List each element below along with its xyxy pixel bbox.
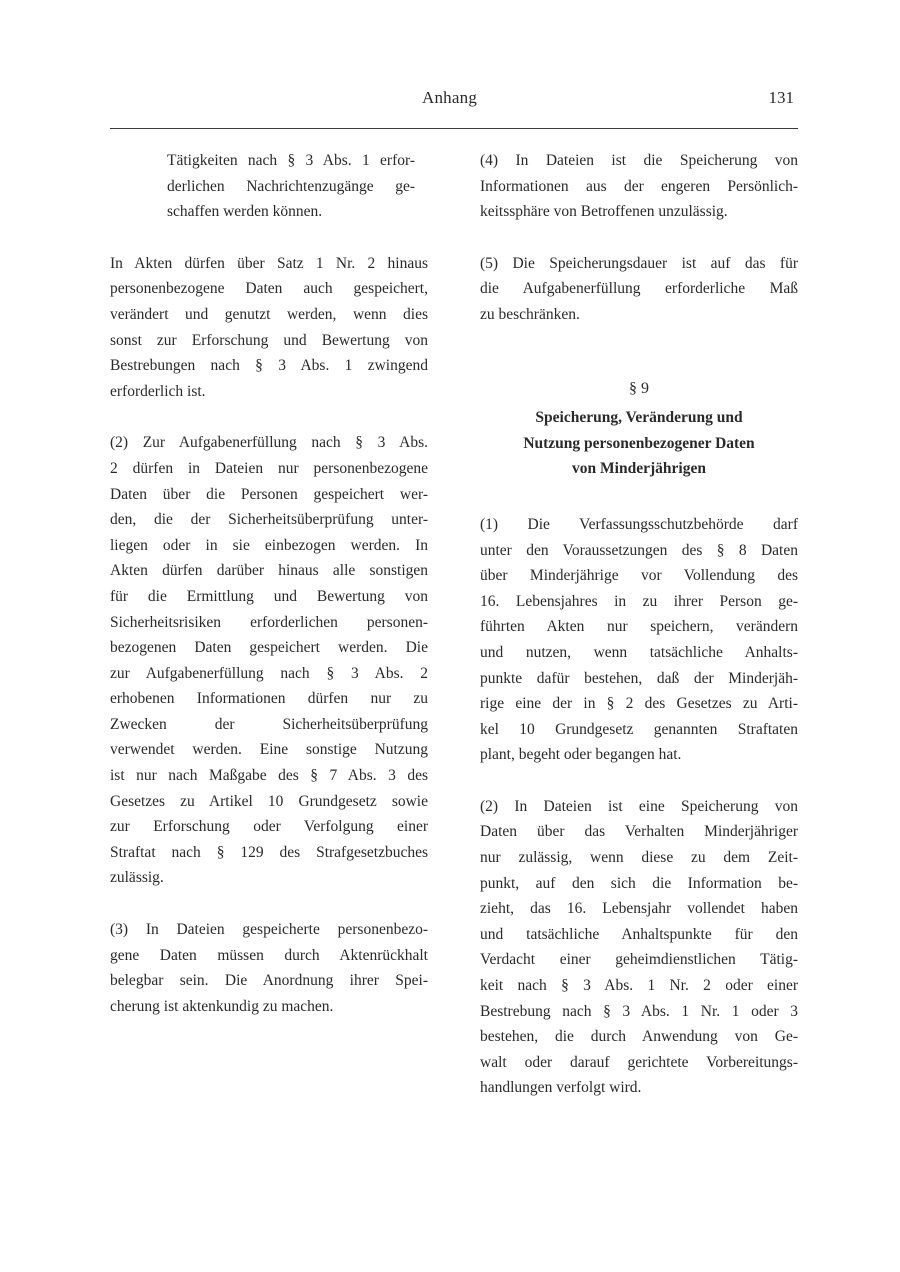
text-line: Daten über die Personen gespeichert wer- — [110, 485, 428, 503]
text-line: punkte dafür bestehen, daß der Minderjäh- — [480, 669, 798, 687]
section-title-line: Speicherung, Veränderung und — [535, 409, 743, 427]
text-line: Sicherheitsrisiken erforderlichen personen- — [110, 613, 428, 631]
section-number: § 9 — [629, 379, 649, 397]
paragraph-akten — [110, 251, 428, 405]
text-line: Bestrebungen nach § 3 Abs. 1 zwingend — [110, 357, 428, 375]
text-line: zu beschränken. — [480, 305, 580, 323]
text-line: handlungen verfolgt wird. — [480, 1079, 642, 1097]
paragraph-2 — [110, 430, 428, 891]
section-title-line: Nutzung personenbezogener Daten — [523, 434, 755, 452]
text-line: unter den Voraussetzungen des § 8 Daten — [480, 541, 798, 559]
text-line: sonst zur Erforschung und Bewertung von — [110, 331, 428, 349]
header-rule — [110, 128, 798, 129]
text-line: Bestrebung nach § 3 Abs. 1 Nr. 1 oder 3 — [480, 1002, 798, 1020]
text-line: verändert und genutzt werden, wenn dies — [110, 305, 428, 323]
paragraph-4 — [480, 148, 798, 225]
text-line: ist nur nach Maßgabe des § 7 Abs. 3 des — [110, 767, 428, 785]
text-line: keitssphäre von Betroffenen unzulässig. — [480, 203, 728, 221]
text-line: zulässig. — [110, 869, 164, 887]
text-line: (2) Zur Aufgabenerfüllung nach § 3 Abs. — [110, 434, 428, 452]
text-line: nur zulässig, wenn diese zu dem Zeit- — [480, 849, 798, 867]
text-line: (1) Die Verfassungsschutzbehörde darf — [480, 515, 798, 533]
text-line: und tatsächliche Anhaltspunkte für den — [480, 925, 798, 943]
text-line: personenbezogene Daten auch gespeichert, — [110, 280, 428, 298]
text-line: plant, begeht oder begangen hat. — [480, 746, 682, 764]
text-line: Informationen aus der engeren Persönlich- — [480, 177, 798, 195]
text-line: Verdacht einer geheimdienstlichen Tätig- — [480, 951, 798, 969]
text-line: derlichen Nachrichtenzugänge ge- — [167, 177, 415, 195]
text-line: Tätigkeiten nach § 3 Abs. 1 erfor- — [167, 152, 415, 169]
right-column — [480, 148, 798, 1101]
text-line: walt oder darauf gerichtete Vorbereitungs- — [480, 1053, 798, 1071]
paragraph-9-2 — [480, 794, 798, 1101]
text-line: den, die der Sicherheitsüberprüfung unter- — [110, 511, 428, 529]
text-line: erforderlich ist. — [110, 382, 206, 400]
text-line: gene Daten müssen durch Aktenrückhalt — [110, 946, 428, 964]
paragraph-5 — [480, 251, 798, 328]
text-line: verwendet werden. Eine sonstige Nutzung — [110, 741, 428, 759]
text-line: bestehen, die durch Anwendung von Ge- — [480, 1028, 798, 1046]
text-line: erhobenen Informationen dürfen nur zu — [110, 690, 428, 708]
text-line: (5) Die Speicherungsdauer ist auf das für — [480, 254, 798, 272]
text-line: (3) In Dateien gespeicherte personenbezo- — [110, 921, 428, 939]
left-column — [110, 148, 428, 1019]
text-line: zur Erforschung oder Verfolgung einer — [110, 818, 428, 836]
paragraph-9-1 — [480, 512, 798, 768]
running-head: Anhang — [422, 88, 478, 107]
paragraph-3 — [110, 917, 428, 1019]
text-line: schaffen werden können. — [167, 203, 323, 221]
text-line: rige eine der in § 2 des Gesetzes zu Arti- — [480, 695, 798, 713]
text-line: (4) In Dateien ist die Speicherung von — [480, 152, 798, 169]
text-line: Straftat nach § 129 des Strafgesetzbuches — [110, 843, 428, 861]
text-line: für die Ermittlung und Bewertung von — [110, 587, 428, 605]
text-line: zieht, das 16. Lebensjahr vollendet haben — [480, 900, 798, 918]
text-line: die Aufgabenerfüllung erforderliche Maß — [480, 280, 798, 298]
paragraph-continuation — [110, 148, 415, 225]
text-line: liegen oder in sie einbezogen werden. In — [110, 536, 428, 554]
text-line: Daten über das Verhalten Minderjähriger — [480, 823, 798, 841]
text-line: Akten dürfen darüber hinaus alle sonstigen — [110, 562, 428, 580]
text-line: zur Aufgabenerfüllung nach § 3 Abs. 2 — [110, 664, 428, 682]
text-line: 16. Lebensjahres in zu ihrer Person ge- — [480, 592, 798, 610]
text-line: cherung ist aktenkundig zu machen. — [110, 997, 334, 1015]
text-line: belegbar sein. Die Anordnung ihrer Spei- — [110, 972, 428, 990]
section-title-line: von Minderjährigen — [572, 460, 706, 478]
text-line: bezogenen Daten gespeichert werden. Die — [110, 639, 428, 657]
text-line: Gesetzes zu Artikel 10 Grundgesetz sowie — [110, 792, 428, 810]
page-number: 131 — [768, 88, 794, 107]
text-line: (2) In Dateien ist eine Speicherung von — [480, 797, 798, 815]
text-line: punkt, auf den sich die Information be- — [480, 874, 798, 892]
text-line: In Akten dürfen über Satz 1 Nr. 2 hinaus — [110, 254, 428, 272]
text-line: keit nach § 3 Abs. 1 Nr. 2 oder einer — [480, 977, 798, 995]
text-line: Zwecken der Sicherheitsüberprüfung — [110, 715, 428, 733]
text-line: kel 10 Grundgesetz genannten Straftaten — [480, 720, 798, 738]
text-line: führten Akten nur speichern, verändern — [480, 618, 798, 636]
text-line: und nutzen, wenn tatsächliche Anhalts- — [480, 643, 798, 661]
text-line: 2 dürfen in Dateien nur personenbezogene — [110, 459, 428, 477]
text-line: über Minderjährige vor Vollendung des — [480, 567, 798, 585]
